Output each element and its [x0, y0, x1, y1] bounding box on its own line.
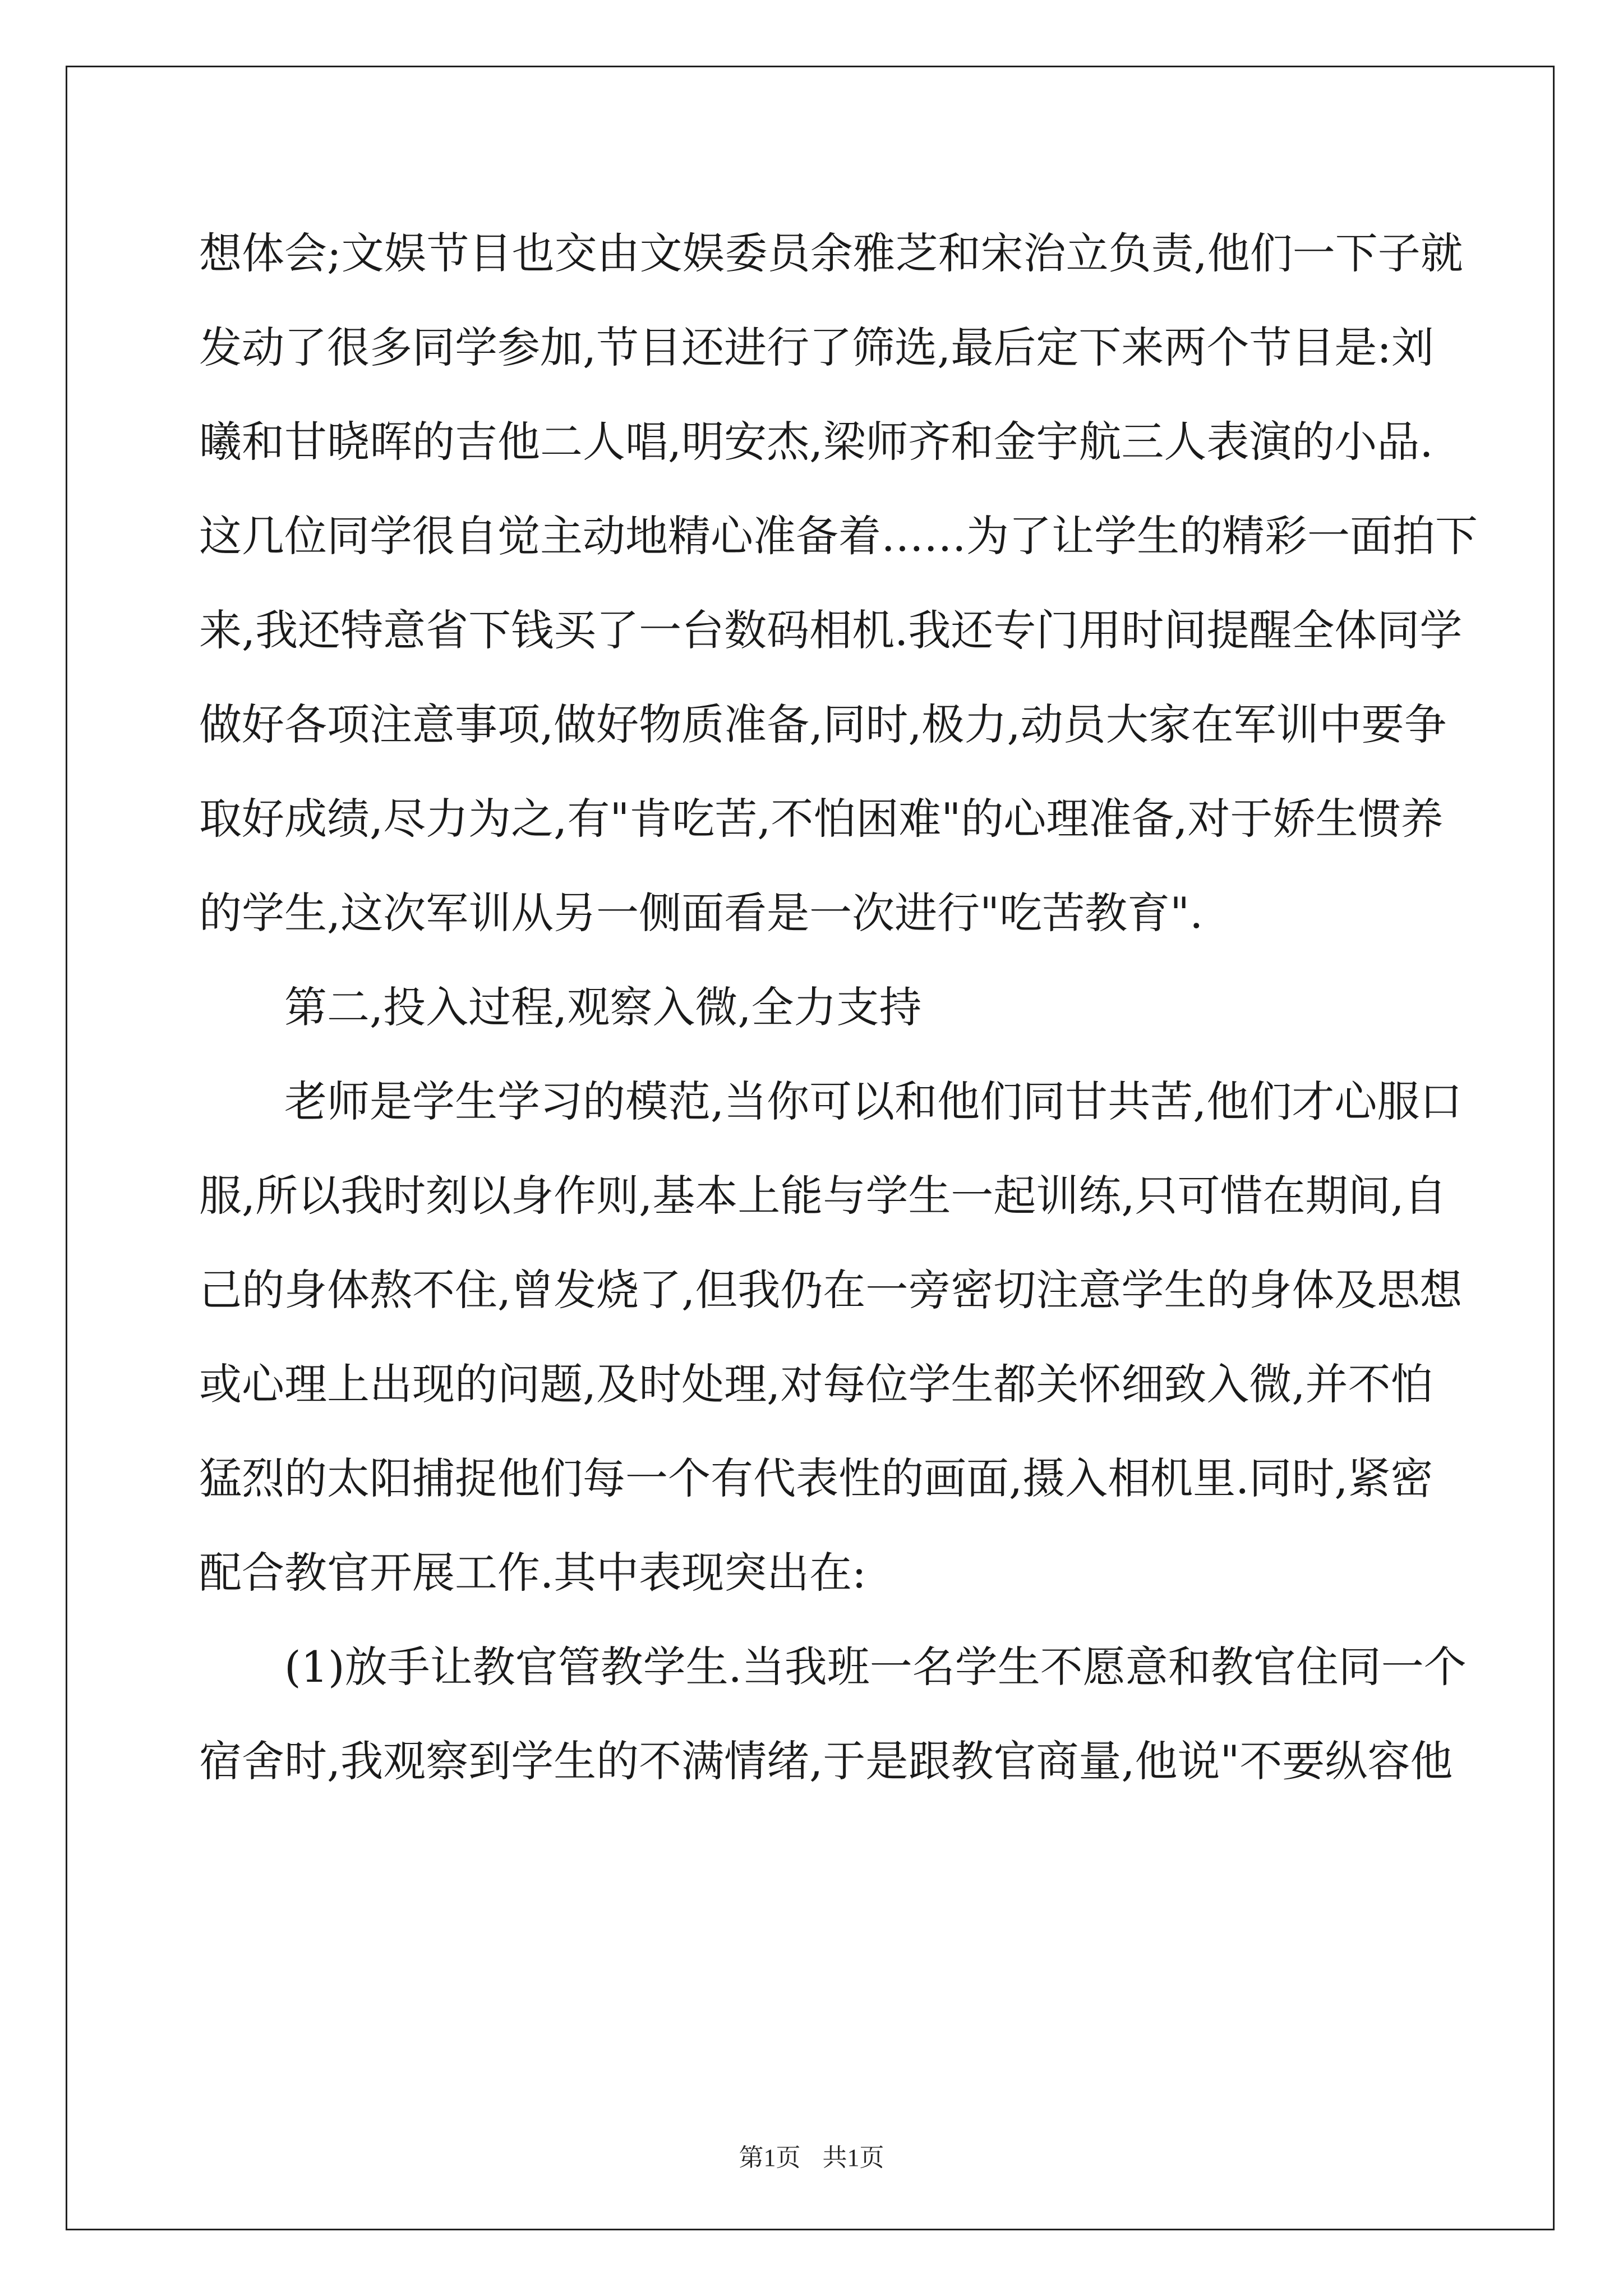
section-heading: 第二,投入过程,观察入微,全力支持: [284, 982, 922, 1032]
text-line: 猛烈的太阳捕捉他们每一个有代表性的画面,摄入相机里.同时,紧密: [199, 1453, 1433, 1503]
text-line: 这几位同学很自觉主动地精心准备着……为了让学生的精彩一面拍下: [199, 511, 1478, 561]
text-line: 服,所以我时刻以身作则,基本上能与学生一起训练,只可惜在期间,自: [199, 1171, 1447, 1221]
page-footer: [0, 2137, 1623, 2173]
document-body: [199, 213, 1478, 1815]
text-line: 或心理上出现的问题,及时处理,对每位学生都关怀细致入微,并不怕: [199, 1359, 1433, 1409]
text-line: 来,我还特意省下钱买了一台数码相机.我还专门用时间提醒全体同学: [199, 605, 1463, 655]
text-line: 配合教官开展工作.其中表现突出在:: [199, 1548, 866, 1598]
text-line: 取好成绩,尽力为之,有"肯吃苦,不怕困难"的心理准备,对于娇生惯养: [199, 794, 1444, 844]
text-line: 宿舍时,我观察到学生的不满情绪,于是跟教官商量,他说"不要纵容他: [199, 1736, 1453, 1786]
text-line: 己的身体熬不住,曾发烧了,但我仍在一旁密切注意学生的身体及思想: [199, 1265, 1463, 1315]
text-line: 发动了很多同学参加,节目还进行了筛选,最后定下来两个节目是:刘: [199, 323, 1434, 372]
page-number-current: 第1页: [739, 2144, 801, 2171]
page-number-total: 共1页: [822, 2144, 884, 2171]
text-line: 的学生,这次军训从另一侧面看是一次进行"吃苦教育".: [199, 888, 1204, 938]
text-line: 老师是学生学习的模范,当你可以和他们同甘共苦,他们才心服口: [284, 1076, 1463, 1126]
text-line: 想体会;文娱节目也交由文娱委员余雅芝和宋治立负责,他们一下子就: [199, 228, 1463, 278]
text-line: 曦和甘晓晖的吉他二人唱,明安杰,梁师齐和金宇航三人表演的小品.: [199, 417, 1433, 467]
text-line: (1)放手让教官管教学生.当我班一名学生不愿意和教官住同一个: [284, 1642, 1467, 1692]
text-line: 做好各项注意事项,做好物质准备,同时,极力,动员大家在军训中要争: [199, 700, 1447, 749]
